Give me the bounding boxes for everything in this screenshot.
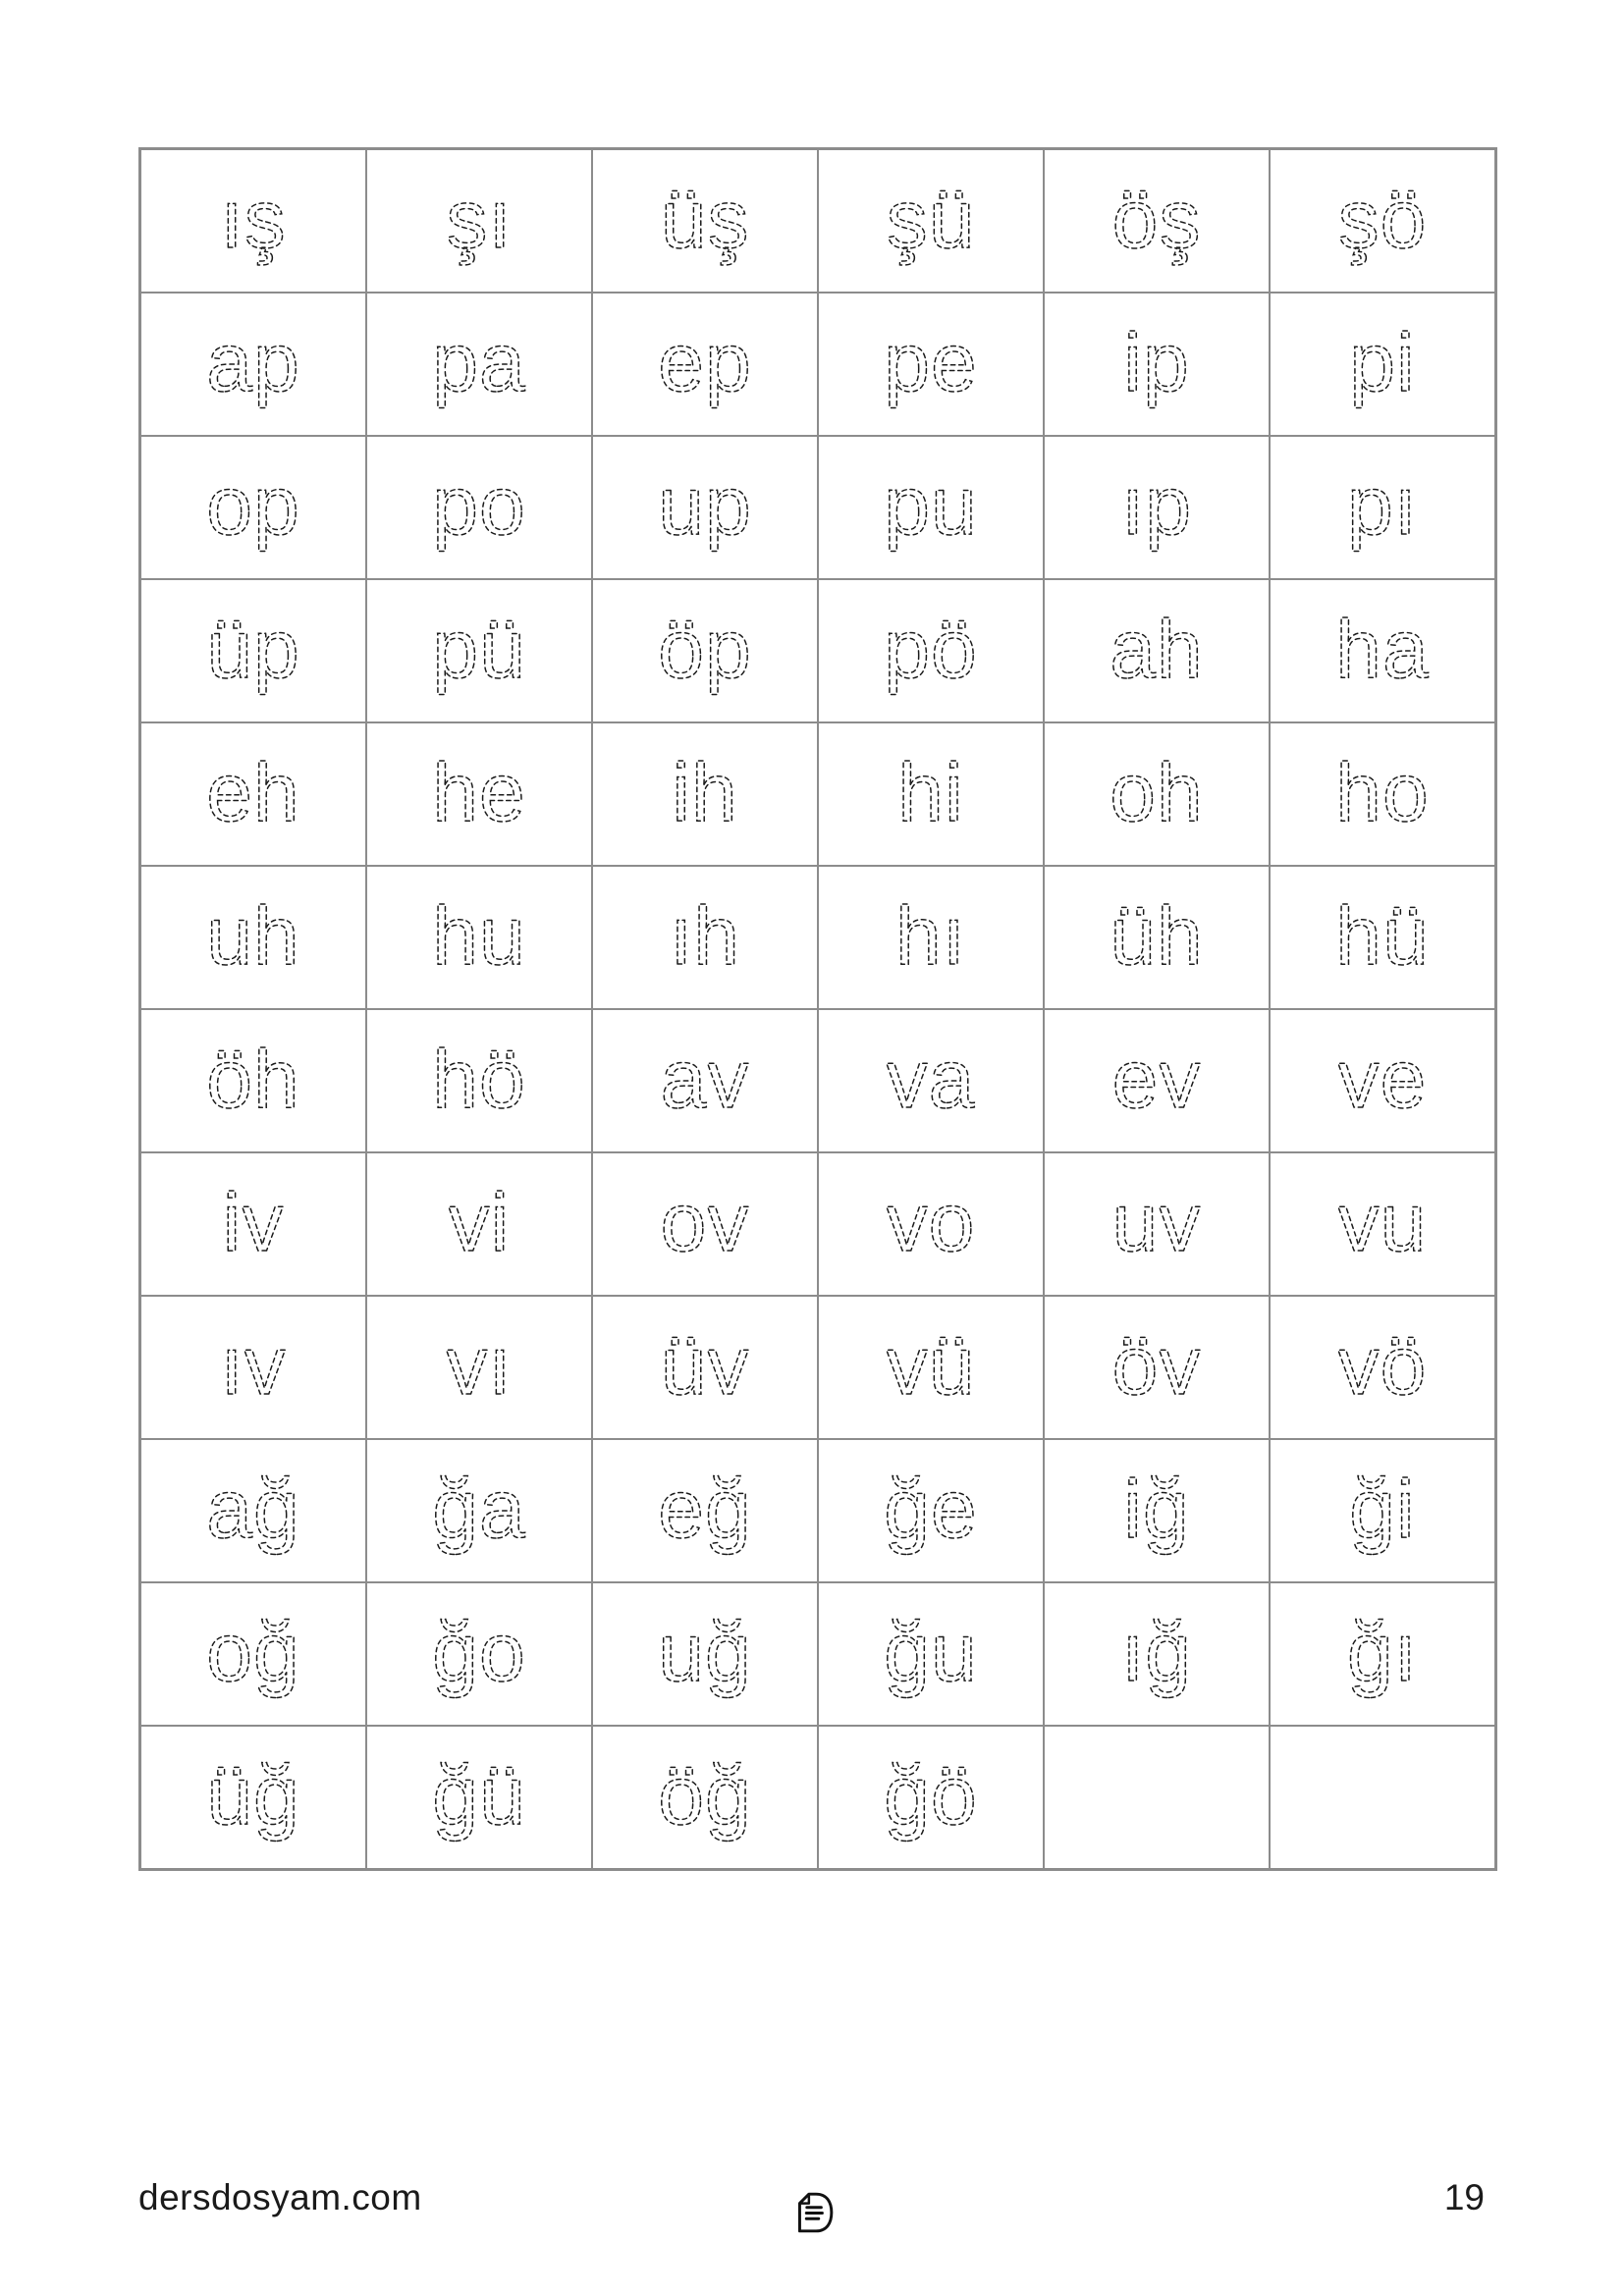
trace-syllable: oğ [206, 1606, 300, 1698]
trace-syllable: öh [206, 1033, 300, 1125]
trace-cell [366, 866, 592, 1009]
trace-syllable: öş [1111, 173, 1202, 265]
trace-cell [140, 722, 367, 866]
trace-syllable: ağ [206, 1463, 300, 1555]
trace-cell [818, 436, 1044, 579]
trace-syllable: pi [1349, 316, 1416, 408]
trace-cell [818, 866, 1044, 1009]
trace-cell [366, 293, 592, 436]
trace-syllable: üş [660, 173, 750, 265]
trace-syllable: pa [432, 316, 526, 408]
trace-cell [366, 1726, 592, 1870]
trace-syllable: ah [1110, 603, 1204, 695]
footer-website-text: dersdosyam.com [138, 2177, 422, 2217]
trace-cell [1044, 1439, 1270, 1582]
trace-syllable: hu [432, 889, 526, 982]
trace-cell [1044, 436, 1270, 579]
trace-syllable: op [206, 459, 300, 552]
trace-cell [592, 1152, 818, 1296]
trace-cell [366, 722, 592, 866]
trace-syllable: ha [1335, 603, 1430, 695]
trace-syllable: eh [206, 746, 300, 838]
trace-cell [366, 579, 592, 722]
trace-cell [140, 1296, 367, 1439]
trace-cell [1270, 1439, 1496, 1582]
trace-syllable: ğö [884, 1749, 978, 1842]
trace-cell [366, 1009, 592, 1152]
trace-cell [140, 866, 367, 1009]
trace-cell [818, 1439, 1044, 1582]
trace-row-11 [140, 1582, 1496, 1726]
trace-cell [818, 1009, 1044, 1152]
trace-cell [818, 1296, 1044, 1439]
trace-syllable: ve [1337, 1033, 1428, 1125]
trace-syllable: ip [1123, 316, 1190, 408]
trace-cell [592, 1296, 818, 1439]
trace-cell [818, 1582, 1044, 1726]
trace-cell [1044, 1152, 1270, 1296]
trace-syllable: ep [658, 316, 752, 408]
trace-cell [592, 866, 818, 1009]
trace-syllable: vo [886, 1176, 976, 1268]
trace-grid [138, 147, 1497, 1871]
trace-cell [140, 579, 367, 722]
trace-syllable: ği [1349, 1463, 1416, 1555]
trace-syllable: hü [1335, 889, 1430, 982]
trace-cell [366, 1152, 592, 1296]
trace-syllable: ğo [432, 1606, 526, 1698]
trace-cell [1270, 722, 1496, 866]
trace-row-7 [140, 1009, 1496, 1152]
trace-syllable: up [658, 459, 752, 552]
trace-syllable: eğ [658, 1463, 752, 1555]
trace-cell [592, 293, 818, 436]
trace-syllable: öp [658, 603, 752, 695]
trace-cell [592, 722, 818, 866]
trace-cell [1044, 722, 1270, 866]
trace-cell [592, 149, 818, 294]
trace-cell [1270, 293, 1496, 436]
trace-syllable: öv [1111, 1319, 1202, 1412]
trace-syllable: iv [222, 1176, 285, 1268]
trace-syllable: ığ [1120, 1606, 1193, 1698]
trace-syllable: üh [1110, 889, 1204, 982]
trace-cell [366, 149, 592, 294]
trace-syllable: vi [448, 1176, 511, 1268]
trace-cell [1270, 1009, 1496, 1152]
trace-syllable: şü [886, 173, 976, 265]
trace-syllable: oh [1110, 746, 1204, 838]
trace-syllable: av [660, 1033, 750, 1125]
trace-syllable: uv [1111, 1176, 1202, 1268]
trace-cell [818, 1726, 1044, 1870]
trace-syllable: uh [206, 889, 300, 982]
trace-syllable: pö [884, 603, 978, 695]
trace-cell [366, 1582, 592, 1726]
trace-syllable: vö [1337, 1319, 1428, 1412]
trace-cell [818, 579, 1044, 722]
trace-syllable: üv [660, 1319, 750, 1412]
trace-grid-body [140, 149, 1496, 1870]
trace-syllable: ap [206, 316, 300, 408]
empty-cell [1270, 1726, 1496, 1870]
trace-syllable: pu [884, 459, 978, 552]
trace-cell [366, 1296, 592, 1439]
trace-syllable: ih [672, 746, 738, 838]
trace-syllable: va [886, 1033, 976, 1125]
trace-syllable: he [432, 746, 526, 838]
trace-cell [366, 436, 592, 579]
trace-cell [1044, 293, 1270, 436]
trace-syllable: hı [894, 889, 967, 982]
trace-syllable: ğe [884, 1463, 978, 1555]
document-icon [789, 2190, 835, 2235]
trace-syllable: üğ [206, 1749, 300, 1842]
trace-syllable: ev [1111, 1033, 1202, 1125]
trace-syllable: pı [1346, 459, 1419, 552]
trace-syllable: pe [884, 316, 978, 408]
trace-cell [140, 1439, 367, 1582]
trace-syllable: po [432, 459, 526, 552]
trace-cell [1270, 1582, 1496, 1726]
trace-syllable: ho [1335, 746, 1430, 838]
trace-row-8 [140, 1152, 1496, 1296]
trace-row-5 [140, 722, 1496, 866]
trace-syllable: üp [206, 603, 300, 695]
footer-page-number: 19 [1443, 2177, 1485, 2217]
trace-cell [140, 1152, 367, 1296]
trace-cell [1270, 436, 1496, 579]
trace-row-1 [140, 149, 1496, 294]
trace-cell [140, 1582, 367, 1726]
trace-cell [592, 1009, 818, 1152]
trace-syllable: vü [886, 1319, 976, 1412]
trace-cell [1270, 149, 1496, 294]
trace-cell [140, 1009, 367, 1152]
trace-cell [1044, 1009, 1270, 1152]
trace-cell [1044, 1582, 1270, 1726]
trace-cell [140, 1726, 367, 1870]
trace-cell [818, 149, 1044, 294]
trace-row-6 [140, 866, 1496, 1009]
trace-syllable: iğ [1123, 1463, 1190, 1555]
trace-cell [140, 149, 367, 294]
trace-cell [592, 1439, 818, 1582]
trace-syllable: öğ [658, 1749, 752, 1842]
empty-cell [1044, 1726, 1270, 1870]
trace-row-10 [140, 1439, 1496, 1582]
trace-cell [1270, 866, 1496, 1009]
trace-cell [818, 1152, 1044, 1296]
trace-cell [1270, 579, 1496, 722]
trace-syllable: hi [897, 746, 964, 838]
trace-syllable: ov [660, 1176, 750, 1268]
trace-row-4 [140, 579, 1496, 722]
trace-cell [592, 436, 818, 579]
trace-row-12 [140, 1726, 1496, 1870]
trace-syllable: uğ [658, 1606, 752, 1698]
trace-syllable: vı [446, 1319, 513, 1412]
trace-cell [592, 1726, 818, 1870]
trace-syllable: ıh [669, 889, 741, 982]
trace-row-9 [140, 1296, 1496, 1439]
trace-syllable: vu [1337, 1176, 1428, 1268]
trace-syllable: ıv [220, 1319, 287, 1412]
trace-cell [818, 293, 1044, 436]
trace-syllable: ış [220, 173, 287, 265]
trace-cell [366, 1439, 592, 1582]
trace-syllable: ğı [1346, 1606, 1419, 1698]
trace-syllable: şı [446, 173, 513, 265]
trace-cell [1044, 579, 1270, 722]
trace-cell [818, 722, 1044, 866]
trace-syllable: şö [1337, 173, 1428, 265]
trace-row-3 [140, 436, 1496, 579]
trace-cell [140, 436, 367, 579]
trace-cell [1044, 1296, 1270, 1439]
trace-cell [1044, 866, 1270, 1009]
trace-cell [1270, 1296, 1496, 1439]
trace-syllable: ıp [1120, 459, 1193, 552]
trace-syllable: ğa [432, 1463, 526, 1555]
trace-cell [592, 1582, 818, 1726]
trace-syllable: ğü [432, 1749, 526, 1842]
trace-syllable: hö [432, 1033, 526, 1125]
trace-cell [592, 579, 818, 722]
trace-cell [1044, 149, 1270, 294]
trace-cell [140, 293, 367, 436]
trace-syllable: pü [432, 603, 526, 695]
trace-cell [1270, 1152, 1496, 1296]
trace-row-2 [140, 293, 1496, 436]
trace-syllable: ğu [884, 1606, 978, 1698]
